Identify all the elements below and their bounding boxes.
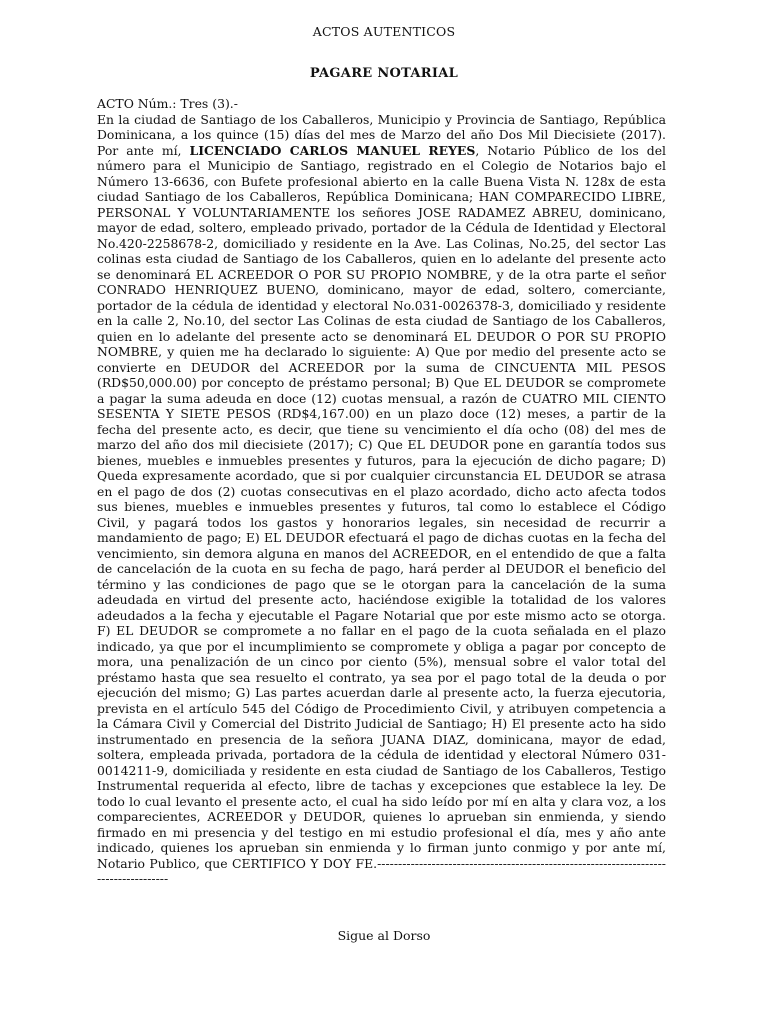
notary-name: LICENCIADO CARLOS MANUEL REYES xyxy=(189,142,476,158)
act-number: ACTO Núm.: Tres (3).- xyxy=(97,96,238,111)
document-title: PAGARE NOTARIAL xyxy=(309,66,459,81)
main-paragraph xyxy=(97,112,666,887)
document-body xyxy=(97,96,666,887)
document-header: ACTOS AUTENTICOS xyxy=(312,24,456,39)
paragraph-body: , Notario Público de los del número para el Municipio de Santiago, registrado en el Colegio de Notarios bajo el Número 13-6636, con Bufete profesional abierto en la calle Buena Vista N. 128x de esta ciudad Santiago de los Caballeros, República Dominicana; HAN COMPARECIDO LIBRE, PERSONAL Y VOLUNTARIAMENTE los señores JOSE RADAMEZ ABREU, dominicano, mayor de edad, soltero, empleado privado, portador de la Cédula de Identidad y Electoral No.420-2258678-2, domiciliado y residente en la Ave. Las Colinas, No.25, del sector Las colinas esta ciudad de Santiago de los Caballeros, quien en lo adelante del presente acto se denominará EL ACREEDOR O POR SU PROPIO NOMBRE, y de la otra parte el señor CONRADO HENRIQUEZ BUENO, dominicano, mayor de edad, soltero, comerciante, portador de la cédula de identidad y electoral No.031-0026378-3, domiciliado y residente en la calle 2, No.10, del sector Las Colinas de esta ciudad de Santiago de los Caballeros, quien en lo adelante del presente acto se denominará EL DEUDOR O POR SU PROPIO NOMBRE, y quien me ha declarado lo siguiente: A) Que por medio del presente acto se convierte en DEUDOR del ACREEDOR por la suma de CINCUENTA MIL PESOS (RD$50,000.00) por concepto de préstamo personal; B) Que EL DEUDOR se compromete a pagar la suma adeuda en doce (12) cuotas mensual, a razón de CUATRO MIL CIENTO SESENTA Y SIETE PESOS (RD$4,167.00) en un plazo doce (12) meses, a partir de la fecha del presente acto, es decir, que tiene su vencimiento el día ocho (08) del mes de marzo del año dos mil diecisiete (2017); C) Que EL DEUDOR pone en garantía todos sus bienes, muebles e inmuebles presentes y futuros, para la ejecución de dicho pagare; D) Queda expresamente acordado, que si por cualquier circunstancia EL DEUDOR se atrasa en el pago de dos (2) cuotas consecutivas en el plazo acordado, dicho acto afecta todos sus bienes, muebles e inmuebles presentes y futuros, tal como lo establece el Código Civil, y pagará todos los gastos y honorarios legales, sin necesidad de recurrir a mandamiento de pago; E) EL DEUDOR efectuará el pago de dichas cuotas en la fecha del vencimiento, sin demora alguna en manos del ACREEDOR, en el entendido de que a falta de cancelación de la cuota en su fecha de pago, hará perder al DEUDOR el beneficio del término y las condiciones de pago que se le otorgan para la cancelación de la suma adeudada en virtud del presente acto, haciéndose exigible la totalidad de los valores adeudados a la fecha y ejecutable el Pagare Notarial que por este mismo acto se otorga. F) EL DEUDOR se compromete a no fallar en el pago de la cuota señalada en el plazo indicado, ya que por el incumplimiento se compromete y obliga a pagar por concepto de mora, una penalización de un cinco por ciento (5%), mensual sobre el valor total del préstamo hasta que sea resuelto el contrato, ya sea por el pago total de la deuda o por ejecución del mismo; G) Las partes acuerdan darle al presente acto, la fuerza ejecutoria, prevista en el artículo 545 del Código de Procedimiento Civil, y atribuyen competencia a la Cámara Civil y Comercial del Distrito Judicial de Santiago; H) El presente acto ha sido instrumentado en presencia de la señora JUANA DIAZ, dominicana, mayor de edad, soltera, empleada privada, portadora de la cédula de identidad y electoral Número 031-0014211-9, domiciliada y residente en esta ciudad de Santiago de los Caballeros, Testigo Instrumental requerida al efecto, libre de tachas y excepciones que establece la ley. De todo lo cual levanto el presente acto, el cual ha sido leído por mí en alta y clara voz, a los comparecientes, ACREEDOR y DEUDOR, quienes lo aprueban sin enmienda, y siendo firmado en mi presencia y del testigo en mi estudio profesional el día, mes y año ante indicado, quienes los aprueban sin enmienda y lo firman junto conmigo y por ante mí, Notario Publico, que CERTIFICO Y DOY FE.-------------------------------------------------------------------------------------- xyxy=(97,142,666,886)
paragraph-intro: En la ciudad de Santiago de los Caballeros, Municipio y Provincia de Santiago, República Dominicana, a los quince (15) días del mes de Marzo del año Dos Mil Diecisiete (2017). Por ante mí, xyxy=(97,111,666,158)
page-footer: Sigue al Dorso xyxy=(337,928,431,943)
